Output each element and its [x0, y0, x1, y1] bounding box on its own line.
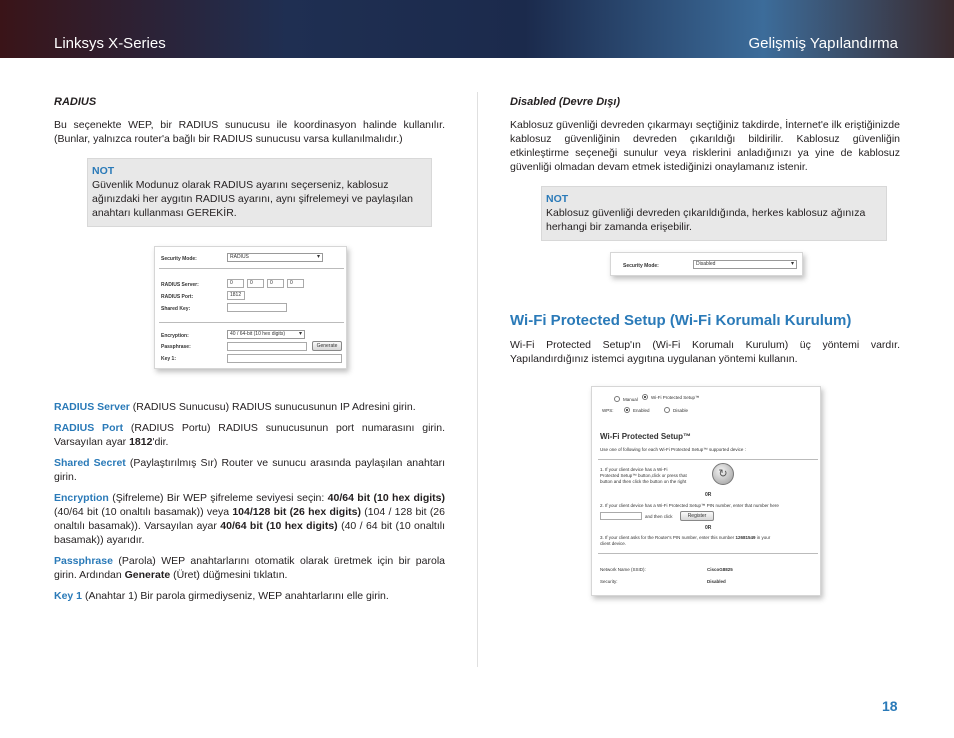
disabled-security-screenshot: [610, 252, 803, 276]
encryption-label: Encryption:: [161, 333, 189, 339]
step2-line2: and then click: [645, 514, 673, 519]
disabled-intro: Kablosuz güvenliği devreden çıkarmayı seçtiğiniz takdirde, İnternet'e ilk eriştiğinizde kablosuz güvenliğinin devreden çıkarıldığı bildirilir. Kablosuz güvenliğin etkinleştirme seçeneği sunulur veya risklerini anladığınızı ya yine de kablosuz güvenliği olmadan devam etmek istediğinizi onaylamanız istenir.: [510, 119, 900, 173]
radius-port-label: RADIUS Port:: [161, 294, 194, 300]
disabled-note: [541, 186, 887, 241]
radius-note: [87, 158, 432, 227]
ssid-label: Network Name (SSID):: [600, 567, 646, 572]
header-product: Linksys X-Series: [54, 35, 166, 52]
passphrase-input[interactable]: [227, 342, 307, 351]
wps-option-label: Wi-Fi Protected Setup™: [651, 395, 700, 400]
radius-title: RADIUS: [54, 96, 97, 108]
wps-screenshot: [591, 386, 821, 596]
right-column: [510, 95, 900, 241]
separator: [598, 459, 818, 460]
shared-key-label: Shared Key:: [161, 306, 191, 312]
security-mode-label: Security Mode:: [623, 263, 659, 269]
note-text: Güvenlik Modunuz olarak RADIUS ayarını seçerseniz, kablosuz ağınızdaki her aygıtın RADIUS ayarını, aynı şifrelemeyi ve paylaşılan anahtarı kullanması GEREKİR.: [92, 179, 413, 219]
radius-intro: Bu seçenekte WEP, bir RADIUS sunucusu ile koordinasyon halinde kullanılır. (Bunlar, yalnızca router'a bağlı bir RADIUS sunucusu varsa kullanılmalıdır.): [54, 119, 445, 145]
generate-button[interactable]: Generate: [312, 341, 342, 351]
security-value: Disabled: [707, 579, 726, 584]
separator: [598, 553, 818, 554]
shared-key-input[interactable]: [227, 303, 287, 312]
manual-radio[interactable]: [614, 396, 620, 402]
page-number: 18: [882, 698, 898, 714]
security-mode-select[interactable]: Disabled ▾: [693, 260, 797, 269]
manual-label: Manual: [623, 397, 638, 402]
wps-radio[interactable]: [642, 394, 648, 400]
note-text: Kablosuz güvenliği devreden çıkarıldığında, herkes kablosuz ağınıza herhangi bir zamanda erişebilir.: [546, 207, 866, 233]
def-passphrase: Passphrase (Parola) WEP anahtarlarını otomatik olarak üretmek için bir parola girin. Ardından Generate (Üret) düğmesini tıklatın.: [54, 555, 445, 581]
def-shared-secret: Shared Secret (Paylaştırılmış Sır) Router ve sunucu arasında paylaşılan anahtarı girin.: [54, 457, 445, 483]
header-section: Gelişmiş Yapılandırma: [748, 35, 898, 52]
wps-use-one: Use one of following for each Wi-Fi Protected Setup™ supported device :: [600, 447, 746, 452]
wps-intro: Wi-Fi Protected Setup'ın (Wi-Fi Korumalı Kurulum) üç yöntemi vardır. Yapılandırdığınız istemci aygıtına uygulanan yöntemi kullanın.: [510, 339, 900, 365]
passphrase-label: Passphrase:: [161, 344, 191, 350]
or-separator-2: 0R: [705, 525, 712, 531]
page-header: [0, 0, 954, 58]
radius-settings-screenshot: [154, 246, 347, 369]
key1-input[interactable]: [227, 354, 342, 363]
step1-line1: 1. If your client device has a Wi-Fi: [600, 467, 668, 472]
column-divider: [477, 92, 478, 667]
disable-label: Disable: [673, 408, 689, 413]
note-heading: NOT: [92, 165, 115, 177]
radius-server-label: RADIUS Server:: [161, 282, 199, 288]
def-radius-server: RADIUS Server (RADIUS Sunucusu) RADIUS sunucusunun IP Adresini girin.: [54, 401, 416, 413]
security-label: Security:: [600, 579, 618, 584]
ssid-value: CiscoG8825: [707, 567, 733, 572]
wps-sync-icon: ↻: [718, 468, 728, 480]
wps-title: Wi-Fi Protected Setup (Wi-Fi Korumalı Kurulum): [510, 312, 852, 329]
wps-label: WPS:: [602, 408, 614, 413]
radius-ip-octet-1[interactable]: 0: [227, 279, 244, 288]
def-radius-port: RADIUS Port (RADIUS Portu) RADIUS sunucusunun port numarasını girin. Varsayılan ayar 1812'dir.: [54, 422, 445, 448]
pin-input[interactable]: [600, 512, 642, 520]
disabled-title: Disabled (Devre Dışı): [510, 96, 621, 108]
def-encryption: Encryption (Şifreleme) Bir WEP şifreleme seviyesi seçin: 40/64 bit (10 hex digits) (40/64 bit (10 onaltılı basamak)) veya 104/128 bit (26 hex digits) (104 / 128 bit (26 onaltılı basamak)). Varsayılan ayar 40/64 bit (10 hex digits) (40 / 64 bit (10 onaltılı basamak)) ayarıdır.: [54, 492, 445, 546]
note-heading: NOT: [546, 193, 569, 205]
step1-line2: Protected Setup™ button,click or press that: [600, 473, 687, 478]
wps-heading: Wi-Fi Protected Setup™: [600, 432, 692, 441]
radius-port-input[interactable]: 1812: [227, 291, 245, 300]
step3-line1: 3. If your client asks for the Router's PIN number, enter this number 12681549 in your: [600, 535, 771, 540]
radius-definitions: [54, 400, 445, 610]
security-mode-select[interactable]: RADIUS ▾: [227, 253, 323, 262]
def-key1: Key 1 (Anahtar 1) Bir parola girmediyseniz, WEP anahtarlarını elle girin.: [54, 590, 389, 602]
enabled-radio[interactable]: [624, 407, 630, 413]
or-separator-1: 0R: [705, 492, 712, 498]
separator: [159, 322, 344, 323]
disable-radio[interactable]: [664, 407, 670, 413]
radius-ip-octet-3[interactable]: 0: [267, 279, 284, 288]
separator: [159, 268, 344, 269]
step2-line1: 2. If your client device has a Wi-Fi Protected Setup™ PIN number, enter that number here: [600, 503, 779, 508]
register-button[interactable]: Register: [680, 511, 714, 521]
radius-ip-octet-4[interactable]: 0: [287, 279, 304, 288]
enabled-label: Enabled: [633, 408, 650, 413]
key1-label: Key 1:: [161, 356, 177, 362]
radius-ip-octet-2[interactable]: 0: [247, 279, 264, 288]
step1-line3: button and then click the button on the right: [600, 479, 687, 484]
security-mode-label: Security Mode:: [161, 256, 197, 262]
left-column: [54, 95, 445, 227]
wps-push-button[interactable]: [712, 463, 734, 485]
encryption-select[interactable]: 40 / 64-bit (10 hex digits) ▾: [227, 330, 305, 339]
step3-line2: client device.: [600, 541, 627, 546]
